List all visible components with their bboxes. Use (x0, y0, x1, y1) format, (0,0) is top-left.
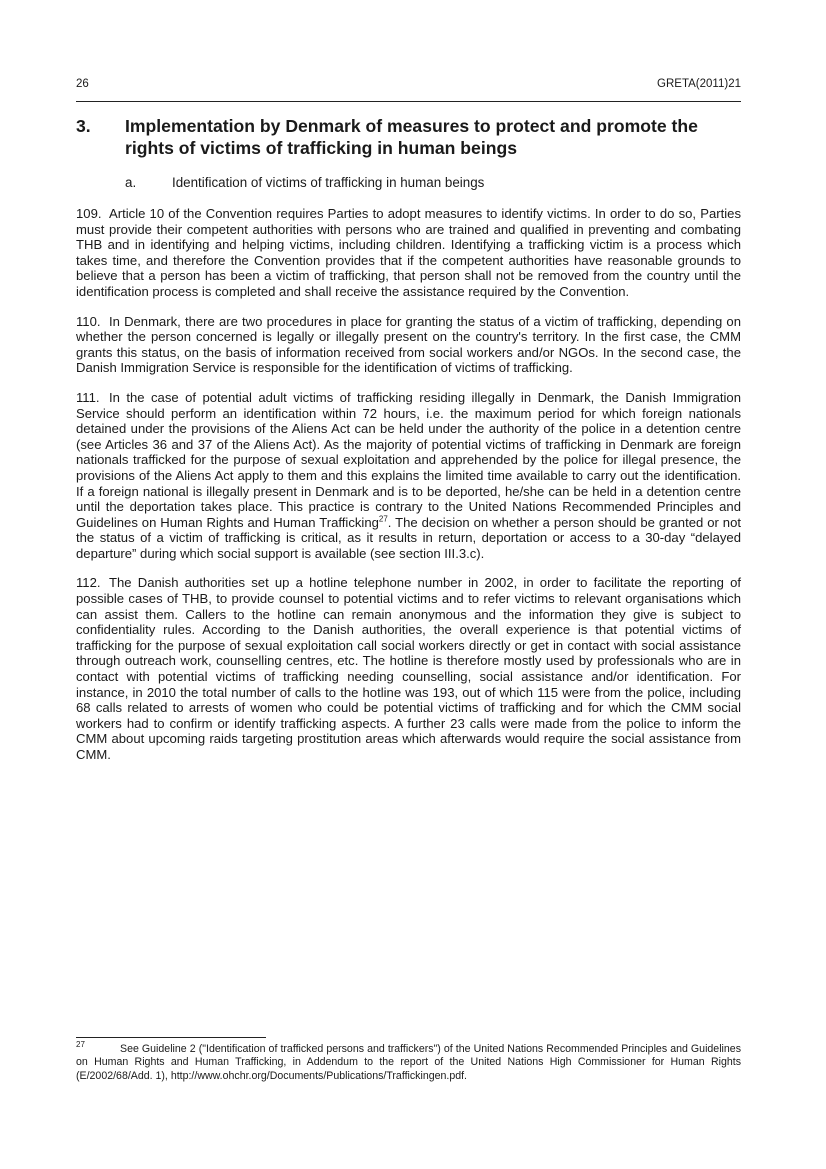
section-number: 3. (76, 116, 91, 136)
header-divider (76, 101, 741, 102)
paragraph-number: 110. (76, 313, 101, 329)
subsection-heading (125, 175, 484, 191)
paragraph-111 (76, 390, 741, 562)
document-reference: GRETA(2011)21 (657, 78, 741, 90)
paragraph-112 (76, 575, 741, 762)
footnote-reference[interactable]: 27 (378, 514, 388, 524)
paragraph-text: In the case of potential adult victims of trafficking residing illegally in Denmark, the Danish Immigration Service should perform an identification within 72 hours, i.e. the maximum period for which foreign nationals detained under the provisions of the Aliens Act can be held under the authority of the police in a detention centre (see Articles 36 and 37 of the Aliens Act). As the majority of potential victims of trafficking in Denmark are foreign nationals trafficked for the purpose of sexual exploitation and apprehended by the police for illegal presence, the provisions of the Aliens Act apply to them and this explains the limited time available to carry out the identification. If a foreign national is illegally present in Denmark and is to be deported, he/she can be held in a detention centre until the deportation takes place. This practice is contrary to the United Nations Recommended Principles and Guidelines on Human Rights and Human Trafficking (76, 389, 741, 530)
footnote: 27 See Guideline 2 ("Identification of trafficked persons and traffickers") of the United Nations Recommended Principles and Guidelines on Human Rights and Human Trafficking, in Addendum to the report of the United Nations High Commissioner for Human Rights (E/2002/68/Add. 1), http://www.ohchr.org/Documents/Publications/Traffickingen.pdf. (76, 1040, 741, 1082)
section-title: Implementation by Denmark of measures to protect and promote the rights of victims of trafficking in human beings (125, 116, 698, 158)
page-header (76, 78, 741, 94)
section-heading (76, 115, 741, 159)
footnote-divider (76, 1037, 266, 1038)
paragraph-number: 109. (76, 206, 102, 221)
subsection-letter: a. (125, 175, 137, 190)
footnote-text: See Guideline 2 ("Identification of trafficked persons and traffickers") of the United Nations Recommended Principles and Guidelines on Human Rights and Human Trafficking, in Addendum to the report of the United Nations High Commissioner for Human Rights (E/2002/68/Add. 1), http://www.ohchr.org/Documents/Publications/Traffickingen.pdf. (76, 1043, 741, 1082)
paragraph-number: 111. (76, 389, 100, 405)
body-text (76, 206, 741, 777)
paragraph-text-continued: . The decision on whether a person should be granted or not the status of a victim of trafficking is critical, as it results in return, deportation or access to a 30-day “delayed departure” during which social support is available (see section III.3.c). (76, 514, 741, 561)
paragraph-text: Article 10 of the Convention requires Parties to adopt measures to identify victims. In order to do so, Parties must provide their competent authorities with persons who are trained and qualified in preventing and combating THB and in identifying and helping victims, including children. Identifying a trafficking victim is a process which takes time, and therefore the Convention provides that if the competent authorities have reasonable grounds to believe that a person has been a victim of trafficking, that person shall not be removed from the country until the identification process is completed and shall receive the assistance required by the Convention. (76, 206, 741, 299)
paragraph-109 (76, 206, 741, 300)
paragraph-number: 112. (76, 575, 101, 591)
page-number: 26 (76, 78, 89, 90)
paragraph-text: In Denmark, there are two procedures in place for granting the status of a victim of trafficking, depending on whether the person concerned is legally or illegally present on the country's territory. In the first case, the CMM grants this status, on the basis of information received from social workers and/or NGOs. In the second case, the Danish Immigration Service is responsible for the identification of victims of trafficking. (76, 313, 741, 376)
document-page (76, 0, 741, 1169)
subsection-title: Identification of victims of trafficking in human beings (172, 175, 485, 190)
paragraph-text: The Danish authorities set up a hotline telephone number in 2002, in order to facilitate the reporting of possible cases of THB, to provide counsel to potential victims and to refer victims to relevant organisations which can assist them. Callers to the hotline can remain anonymous and the information they give is subject to confidentiality rules. According to the Danish authorities, the overall experience is that potential victims of trafficking for the purpose of sexual exploitation call social workers directly or get in contact with social assistance through outreach work, counselling centres, etc. The hotline is therefore mostly used by professionals who are in contact with potential victims of trafficking needing counselling, social assistance and/or identification. For instance, in 2010 the total number of calls to the hotline was 193, out of which 115 were from the police, including 68 calls related to arrests of women who could be potential victims of trafficking and for which the CMM social workers had to confirm or identify trafficking aspects. A further 23 calls were made from the police to inform the CMM about upcoming raids targeting prostitution areas which afterwards would require the social assistance from CMM. (76, 575, 741, 762)
paragraph-110 (76, 314, 741, 376)
